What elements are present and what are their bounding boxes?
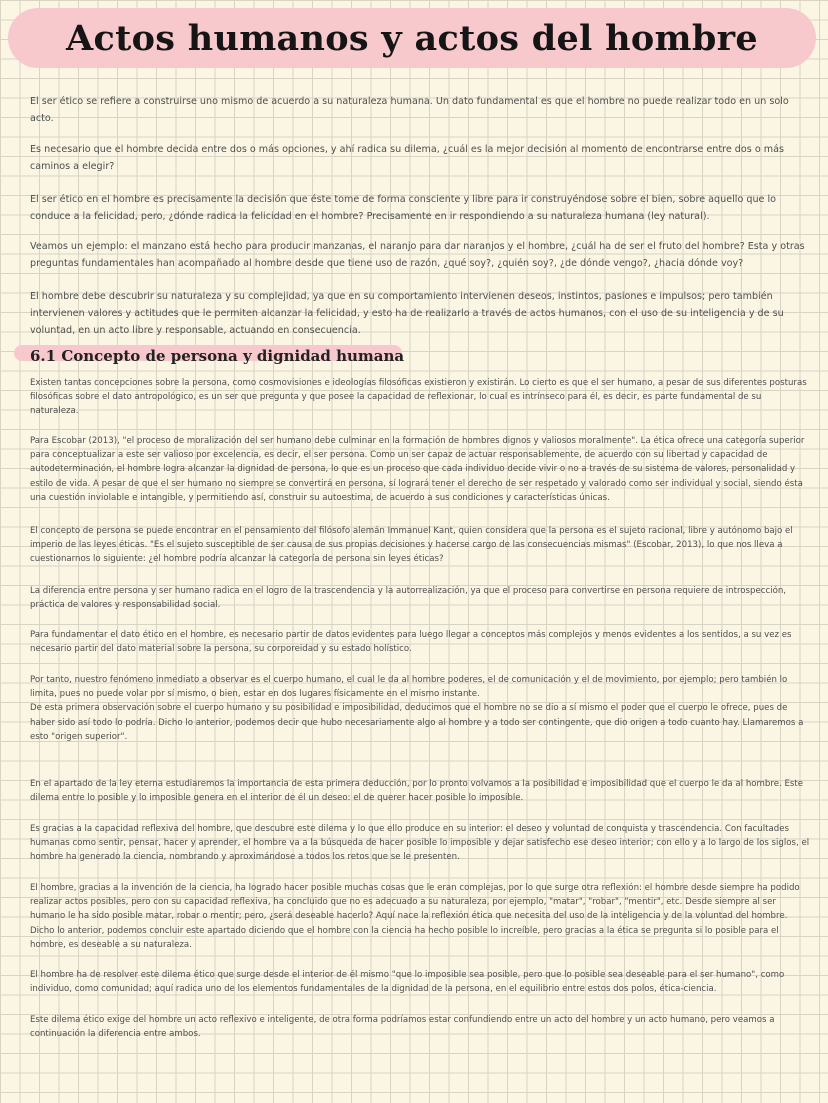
- section-paragraph: [30, 376, 810, 419]
- paragraph-text: Es gracias a la capacidad reflexiva del hombre, que descubre este dilema y lo que ello produce en su interior: el deseo y voluntad de conquista y trascendencia. Con facultades humanas como sentir, pensar, hacer y aprender, el hombre va a la búsqueda de hacer posible lo imposible y dejar satisfecho ese deseo interior; con ello y a lo largo de los siglos, el hombre ha generado la ciencia, nombrando y aproximándose a todos los retos que se le presenten.: [30, 824, 810, 863]
- intro-paragraph: [30, 191, 810, 225]
- intro-paragraph: [30, 238, 810, 272]
- paragraph-text: El hombre, gracias a la invención de la ciencia, ha logrado hacer posible muchas cosas que le eran complejas, por lo que surge otra reflexión: el hombre desde siempre ha podido realizar actos posibles, pero con su capacidad reflexiva, ha concluido que no es adecuado a su naturaleza, por ejemplo, "matar", "robar", "mentir", etc. Desde siempre al ser humano le ha sido posible matar, robar o mentir; pero, ¿será deseable hacerlo? Aquí nace la reflexión ética que necesita del uso de la inteligencia y de la voluntad del hombre. Dicho lo anterior, podemos concluir este apartado diciendo que el hombre con la ciencia ha hecho posible lo increíble, pero gracias a la ética se pregunta si lo posible para el hombre, es deseable a su naturaleza.: [30, 883, 800, 950]
- section-paragraph: [30, 584, 810, 612]
- paragraph-text: Es necesario que el hombre decida entre dos o más opciones, y ahí radica su dilema, ¿cuál es la mejor decisión al momento de encontrarse entre dos o más caminos a elegir?: [30, 144, 784, 172]
- intro-paragraph: [30, 141, 810, 175]
- paragraph-text: Veamos un ejemplo: el manzano está hecho para producir manzanas, el naranjo para dar naranjos y el hombre, ¿cuál ha de ser el fruto del hombre? Esta y otras preguntas fundamentales han acompañado al hombre desde que tiene uso de razón, ¿qué soy?, ¿quién soy?, ¿de dónde vengo?, ¿hacia dónde voy?: [30, 241, 805, 269]
- paragraph-text: Por tanto, nuestro fenómeno inmediato a observar es el cuerpo humano, el cual le da al hombre poderes, el de comunicación y el de movimiento, por ejemplo; pero también lo limita, pues no puede volar por sí mismo, o bien, estar en dos lugares físicamente en el mismo instante. De esta primera observación sobre el cuerpo humano y su posibilidad e imposibilidad, deducimos que el hombre no se dio a sí mismo el poder que el cuerpo le ofrece, pues de haber sido así todo lo podría. Dicho lo anterior, podemos decir que hubo necesariamente algo al hombre y a todo ser contingente, que dio origen a todo cuanto hay. Llamaremos a esto "origen superior".: [30, 675, 804, 742]
- paragraph-text: Para fundamentar el dato ético en el hombre, es necesario partir de datos evidentes para luego llegar a conceptos más complejos y menos evidentes a los sentidos, a su vez es necesario partir del dato material sobre la persona, su corporeidad y su estado holístico.: [30, 630, 792, 655]
- paragraph-text: Existen tantas concepciones sobre la persona, como cosmovisiones e ideologías filosóficas existieron y existirán. Lo cierto es que el ser humano, a pesar de sus diferentes posturas filosóficas sobre el dato antropológico, es un ser que pregunta y que posee la capacidad de reflexionar, lo cual es intrínseco para él, es decir, es parte fundamental de su naturaleza.: [30, 378, 807, 417]
- section-paragraph: [30, 777, 810, 805]
- paragraph-text: El hombre debe descubrir su naturaleza y su complejidad, ya que en su comportamiento intervienen deseos, instintos, pasiones e impulsos; pero también intervienen valores y actitudes que le permiten alcanzar la felicidad, y esto ha de realizarlo a través de actos humanos, con el uso de su inteligencia y de su voluntad, en un acto libre y responsable, actuando en consecuencia.: [30, 291, 784, 336]
- paragraph-text: El hombre ha de resolver este dilema ético que surge desde el interior de él mismo "que lo imposible sea posible, pero que lo posible sea deseable para el ser humano", como individuo, como comunidad; aquí radica uno de los elementos fundamentales de la dignidad de la persona, en el equilibrio entre estos dos polos, ética-ciencia.: [30, 970, 785, 995]
- intro-paragraph: [30, 93, 810, 127]
- section-paragraph: [30, 822, 810, 865]
- paragraph-text: Para Escobar (2013), "el proceso de moralización del ser humano debe culminar en la formación de hombres dignos y valiosos moralmente". La ética ofrece una categoría superior para conceptualizar a este ser valioso por excelencia, es decir, el ser persona. Como un ser capaz de actuar responsablemente, de acuerdo con su libertad y capacidad de autodeterminación, el hombre logra alcanzar la dignidad de persona, lo que es un proceso que cada individuo decide vivir o no a través de su sistema de valores, personalidad y estilo de vida. A pesar de que el ser humano no siempre se convertirá en persona, sí logrará tener el derecho de ser respetado y valorado como ser individual y social, siendo ésta una cuestión inviolable e intangible, y permitiendo así, construir su autoestima, de acuerdo a sus condiciones y características únicas.: [30, 436, 805, 503]
- title-banner: [8, 8, 816, 68]
- section-paragraph: [30, 628, 810, 656]
- paragraph-text: El ser ético en el hombre es precisamente la decisión que éste tome de forma consciente y libre para ir construyéndose sobre el bien, sobre aquello que lo conduce a la felicidad, pero, ¿dónde radica la felicidad en el hombre? Precisamente en ir respondiendo a su naturaleza humana (ley natural).: [30, 194, 777, 222]
- section-title: 6.1 Concepto de persona y dignidad humana: [30, 347, 405, 365]
- intro-paragraph: [30, 288, 810, 339]
- section-paragraph: [30, 968, 810, 996]
- section-paragraph: [30, 434, 810, 505]
- paragraph-text: Este dilema ético exige del hombre un acto reflexivo e inteligente, de otra forma podríamos estar confundiendo entre un acto del hombre y un acto humano, pero veamos a continuación la diferencia entre ambos.: [30, 1015, 775, 1040]
- paragraph-text: El ser ético se refiere a construirse uno mismo de acuerdo a su naturaleza humana. Un dato fundamental es que el hombre no puede realizar todo en un solo acto.: [30, 96, 789, 124]
- section-paragraph: [30, 1013, 810, 1041]
- paragraph-text: La diferencia entre persona y ser humano radica en el logro de la trascendencia y la autorrealización, ya que el proceso para convertirse en persona requiere de introspección, práctica de valores y responsabilidad social.: [30, 586, 787, 611]
- section-paragraph: [30, 524, 810, 567]
- page-title: Actos humanos y actos del hombre: [66, 17, 758, 59]
- section-paragraph: [30, 673, 810, 744]
- section-paragraph: [30, 881, 810, 952]
- paragraph-text: El concepto de persona se puede encontrar en el pensamiento del filósofo alemán Immanuel Kant, quien considera que la persona es el sujeto racional, libre y autónomo bajo el imperio de las leyes éticas. "Es el sujeto susceptible de ser causa de sus propias decisiones y hacerse cargo de las consecuencias mismas" (Escobar, 2013), lo que nos lleva a cuestionarnos lo siguiente: ¿el hombre podría alcanzar la categoría de persona sin leyes éticas?: [30, 526, 793, 565]
- paragraph-text: En el apartado de la ley eterna estudiaremos la importancia de esta primera deducción, por lo pronto volvamos a la posibilidad e imposibilidad que el cuerpo le da al hombre. Este dilema entre lo posible y lo imposible genera en el interior de él un deseo: el de querer hacer posible lo imposible.: [30, 779, 804, 804]
